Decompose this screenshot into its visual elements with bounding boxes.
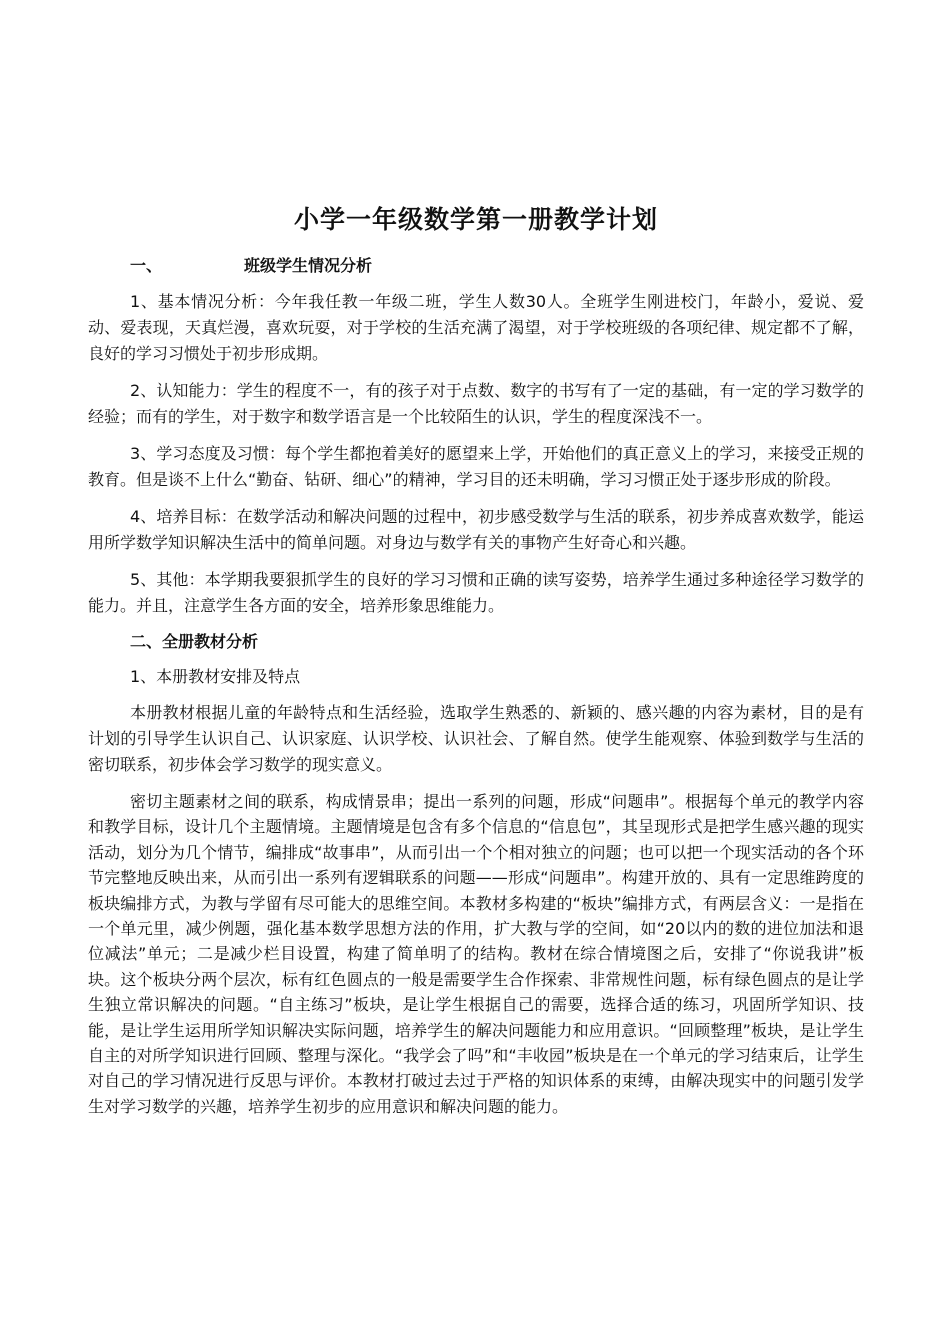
section-1-paragraph-4: 4、培养目标：在数学活动和解决问题的过程中，初步感受数学与生活的联系，初步养成喜欢数学，能运用所学数学知识解决生活中的简单问题。对身边与数学有关的事物产生好奇心和兴趣。: [88, 507, 864, 552]
section-1-paragraph-1: 1、基本情况分析：今年我任教一年级二班，学生人数30人。全班学生刚进校门，年龄小，爱说、爱动、爱表现，天真烂漫，喜欢玩耍，对于学校的生活充满了渴望，对于学校班级的各项纪律、规定都不了解，良好的学习习惯处于初步形成期。: [88, 292, 864, 363]
document-page: [88, 200, 864, 1130]
section-1-paragraph-2: 2、认知能力：学生的程度不一，有的孩子对于点数、数字的书写有了一定的基础，有一定的学习数学的经验；而有的学生，对于数字和数学语言是一个比较陌生的认识，学生的程度深浅不一。: [88, 381, 864, 426]
section-1-paragraph-3: 3、学习态度及习惯：每个学生都抱着美好的愿望来上学，开始他们的真正意义上的学习，来接受正规的教育。但是谈不上什么“勤奋、钻研、细心”的精神，学习目的还未明确，学习习惯正处于逐步形成的阶段。: [88, 444, 864, 489]
section-2-paragraph-2: 密切主题素材之间的联系，构成情景串；提出一系列的问题，形成“问题串”。根据每个单元的教学内容和教学目标，设计几个主题情境。主题情境是包含有多个信息的“信息包”，其呈现形式是把学生感兴趣的现实活动，划分为几个情节，编排成“故事串”，从而引出一个个相对独立的问题；也可以把一个现实活动的各个环节完整地反映出来，从而引出一系列有逻辑联系的问题——形成“问题串”。构建开放的、具有一定思维跨度的板块编排方式，为教与学留有尽可能大的思维空间。本教材多构建的“板块”编排方式，有两层含义：一是指在一个单元里，减少例题，强化基本数学思想方法的作用，扩大教与学的空间，如“20以内的数的进位加法和退位减法”单元；二是减少栏目设置，构建了简单明了的结构。教材在综合情境图之后，安排了“你说我讲”板块。这个板块分两个层次，标有红色圆点的一般是需要学生合作探索、非常规性问题，标有绿色圆点的是让学生独立常识解决的问题。“自主练习”板块，是让学生根据自己的需要，选择合适的练习，巩固所学知识、技能，是让学生运用所学知识解决实际问题，培养学生的解决问题能力和应用意识。“回顾整理”板块，是让学生自主的对所学知识进行回顾、整理与深化。“我学会了吗”和“丰收园”板块是在一个单元的学习结束后，让学生对自己的学习情况进行反思与评价。本教材打破过去过于严格的知识体系的束缚，由解决现实中的问题引发学生对学习数学的兴趣，培养学生初步的应用意识和解决问题的能力。: [88, 792, 864, 1116]
section-1-paragraph-5: 5、其他：本学期我要狠抓学生的良好的学习习惯和正确的读写姿势，培养学生通过多种途径学习数学的能力。并且，注意学生各方面的安全，培养形象思维能力。: [88, 570, 864, 615]
document-title: 小学一年级数学第一册教学计划: [293, 205, 658, 234]
section-1-heading: [88, 254, 864, 278]
section-1-heading-text: 班级学生情况分析: [244, 256, 373, 275]
section-2-heading: 二、全册教材分析: [130, 632, 259, 651]
section-2-subheading: 1、本册教材安排及特点: [130, 667, 301, 686]
section-2-paragraph-1: 本册教材根据儿童的年龄特点和生活经验，选取学生熟悉的、新颖的、感兴趣的内容为素材，目的是有计划的引导学生认识自己、认识家庭、认识学校、认识社会、了解自然。使学生能观察、体验到数学与生活的密切联系，初步体会学习数学的现实意义。: [88, 703, 864, 774]
section-1-number: 一、: [130, 256, 163, 275]
